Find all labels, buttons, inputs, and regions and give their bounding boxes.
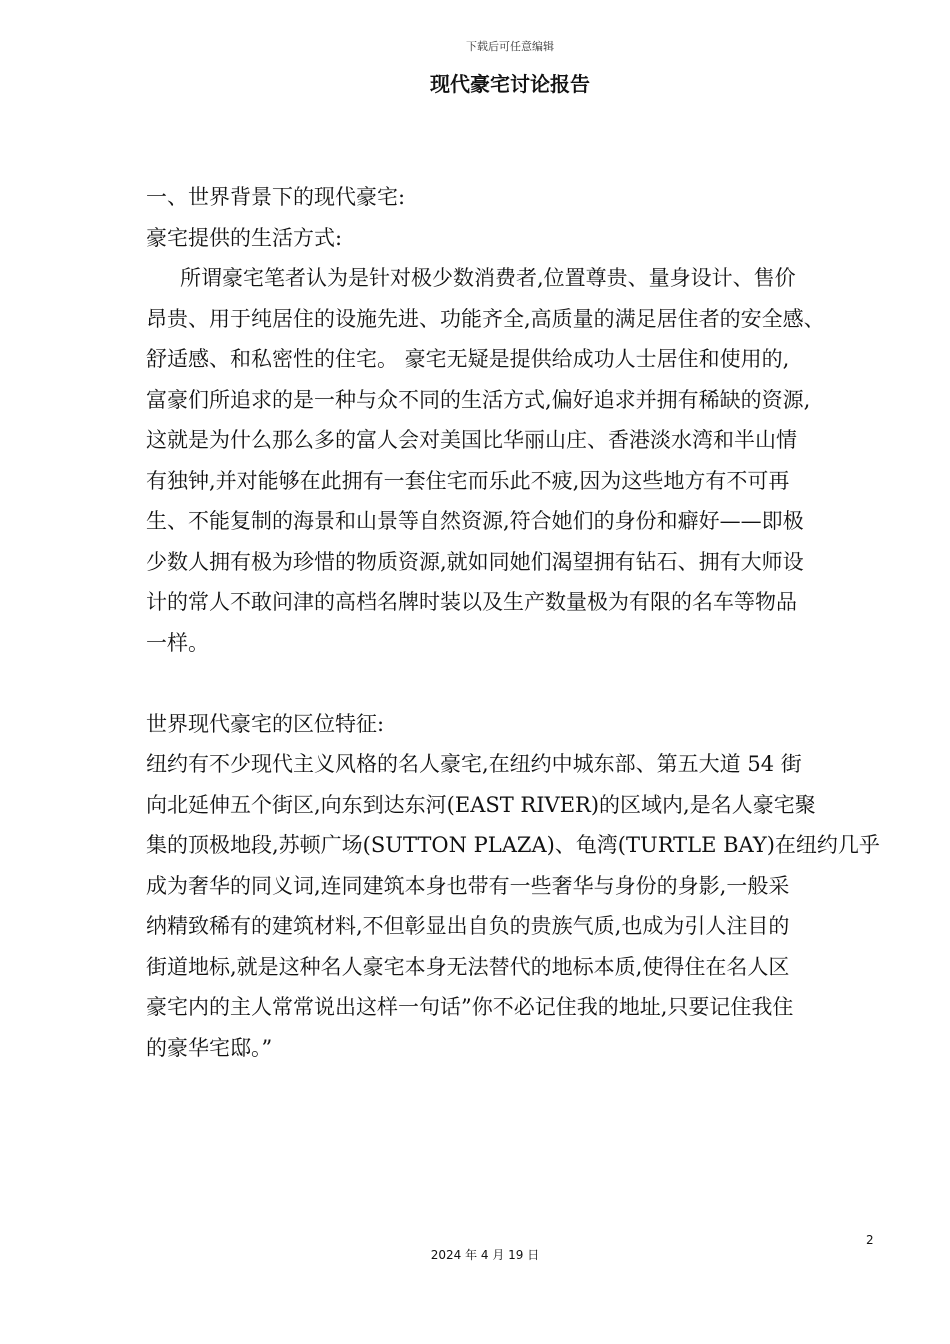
paragraph-line: 富豪们所追求的是一种与众不同的生活方式,偏好追求并拥有稀缺的资源, — [146, 387, 811, 412]
document-body — [146, 177, 896, 1068]
paragraph-line: 有独钟,并对能够在此拥有一套住宅而乐此不疲,因为这些地方有不可再 — [146, 468, 790, 493]
paragraph-line: 成为奢华的同义词,连同建筑本身也带有一些奢华与身份的身影,一般采 — [146, 873, 790, 898]
paragraph-line: 舒适感、和私密性的住宅。 豪宅无疑是提供给成功人士居住和使用的, — [146, 347, 790, 371]
header-note: 下载后可任意编辑 — [466, 40, 554, 53]
paragraph-line: 豪宅内的主人常常说出这样一句话”你不必记住我的地址,只要记住我住 — [146, 995, 794, 1019]
paragraph-line: 昂贵、用于纯居住的设施先进、功能齐全,高质量的满足居住者的安全感、 — [146, 306, 825, 331]
paragraph-line: 所谓豪宅笔者认为是针对极少数消费者,位置尊贵、量身设计、售价 — [180, 266, 796, 290]
paragraph-line: 的豪华宅邸。” — [146, 1035, 273, 1060]
paragraph-line: 街道地标,就是这种名人豪宅本身无法替代的地标本质,使得住在名人区 — [146, 954, 790, 979]
paragraph — [146, 744, 896, 1068]
paragraph-line: 向北延伸五个街区,向东到达东河(EAST RIVER)的区域内,是名人豪宅聚 — [146, 792, 816, 817]
paragraph-line: 生、不能复制的海景和山景等自然资源,符合她们的身份和癖好——即极 — [146, 509, 804, 533]
paragraph-line: 纽约有不少现代主义风格的名人豪宅,在纽约中城东部、第五大道 54 街 — [146, 752, 802, 776]
paragraph — [146, 258, 896, 663]
section-heading: 一、世界背景下的现代豪宅: — [146, 185, 406, 209]
page-number: 2 — [866, 1233, 874, 1247]
section-subheading: 世界现代豪宅的区位特征: — [146, 711, 385, 736]
footer-date: 2024 年 4 月 19 日 — [430, 1248, 540, 1262]
paragraph-line: 纳精致稀有的建筑材料,不但彰显出自负的贵族气质,也成为引人注目的 — [146, 914, 790, 938]
document-title: 现代豪宅讨论报告 — [430, 72, 590, 96]
blank-line — [146, 663, 896, 704]
paragraph-line: 集的顶极地段,苏顿广场(SUTTON PLAZA)、龟湾(TURTLE BAY)在纽约几乎 — [146, 833, 880, 857]
paragraph-line: 这就是为什么那么多的富人会对美国比华丽山庄、香港淡水湾和半山情 — [146, 428, 797, 452]
section-subheading: 豪宅提供的生活方式: — [146, 225, 343, 250]
paragraph-line: 计的常人不敢问津的高档名牌时装以及生产数量极为有限的名车等物品 — [146, 590, 797, 614]
paragraph-line: 少数人拥有极为珍惜的物质资源,就如同她们渴望拥有钻石、拥有大师设 — [146, 549, 804, 574]
paragraph-line: 一样。 — [146, 630, 209, 655]
